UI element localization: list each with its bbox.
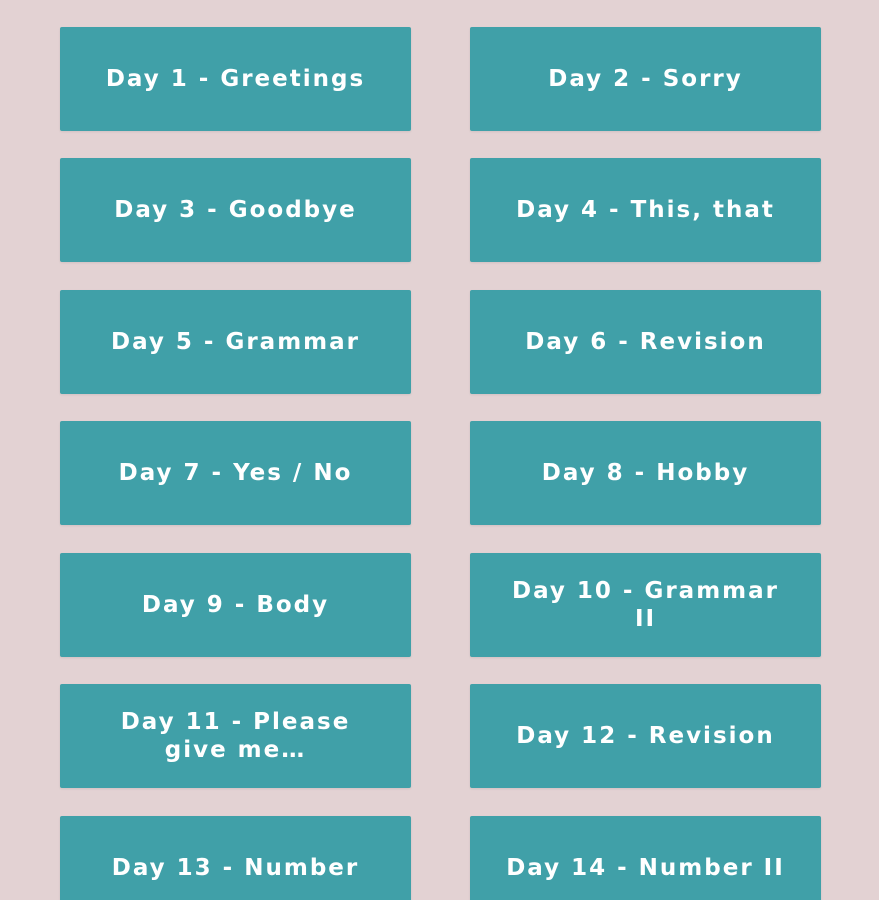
day-8-label: Day 8 - Hobby [541, 460, 750, 486]
day-1-label: Day 1 - Greetings [105, 66, 366, 92]
day-11-button[interactable] [60, 684, 411, 788]
day-11-label: Day 11 - Please give me… [120, 709, 351, 763]
day-7-button[interactable] [60, 421, 411, 525]
day-6-button[interactable] [470, 290, 821, 394]
day-14-label: Day 14 - Number II [506, 855, 785, 881]
day-9-label: Day 9 - Body [141, 592, 330, 618]
day-14-button[interactable] [470, 816, 821, 900]
day-9-button[interactable] [60, 553, 411, 657]
day-8-button[interactable] [470, 421, 821, 525]
day-12-label: Day 12 - Revision [516, 723, 775, 749]
day-10-label: Day 10 - Grammar II [511, 578, 779, 632]
day-3-button[interactable] [60, 158, 411, 262]
day-13-button[interactable] [60, 816, 411, 900]
day-4-label: Day 4 - This, that [516, 197, 775, 223]
day-2-button[interactable] [470, 27, 821, 131]
day-12-button[interactable] [470, 684, 821, 788]
day-4-button[interactable] [470, 158, 821, 262]
day-1-button[interactable] [60, 27, 411, 131]
day-10-button[interactable] [470, 553, 821, 657]
day-13-label: Day 13 - Number [111, 855, 360, 881]
day-6-label: Day 6 - Revision [525, 329, 766, 355]
day-5-button[interactable] [60, 290, 411, 394]
day-7-label: Day 7 - Yes / No [118, 460, 353, 486]
day-5-label: Day 5 - Grammar [110, 329, 360, 355]
day-2-label: Day 2 - Sorry [548, 66, 743, 92]
day-3-label: Day 3 - Goodbye [114, 197, 357, 223]
